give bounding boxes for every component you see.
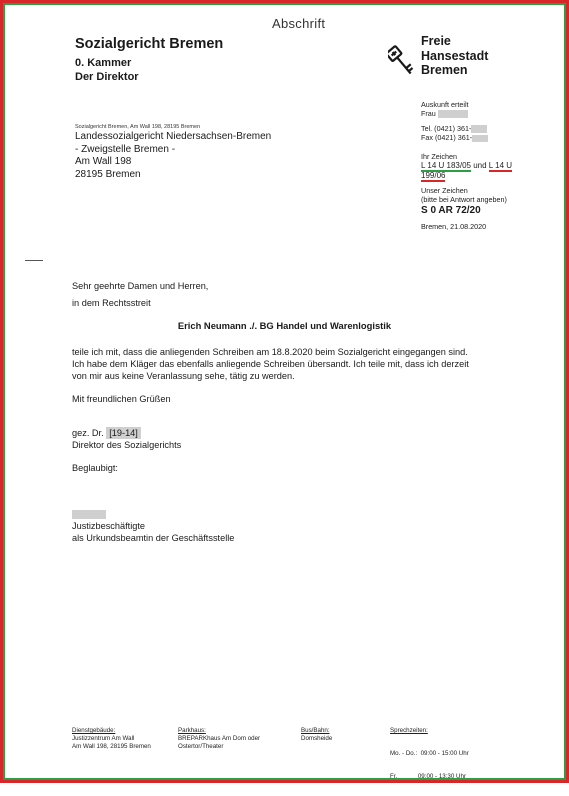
paragraph-line: teile ich mit, dass die anliegenden Schreiben am 18.8.2020 beim Sozialgericht eingegangen sind. <box>72 347 468 357</box>
footer-heading: Parkhaus: <box>178 727 206 734</box>
salutation: Sehr geehrte Damen und Herren, <box>72 281 209 291</box>
footer-heading: Sprechzeiten: <box>390 727 428 734</box>
reference-conjunction: und <box>473 161 487 170</box>
your-reference-line-2 <box>421 171 445 180</box>
address-line: Landessozialgericht Niedersachsen-Bremen <box>75 131 272 142</box>
closing: Mit freundlichen Grüßen <box>72 394 171 404</box>
signature-line <box>72 427 141 439</box>
reference-b-part1: L 14 U <box>488 161 513 170</box>
phone-number: Tel. (0421) 361- <box>421 124 472 133</box>
intro-line: in dem Rechtsstreit <box>72 298 151 308</box>
footer-text <box>390 735 469 796</box>
paragraph-line: von mir aus keine Veranlassung sehe, tätig zu werden. <box>72 371 295 382</box>
paragraph-line: Ich habe dem Kläger das ebenfalls anliegende Schreiben übersandt. Ich teile mit, dass ich derzeit <box>72 359 469 370</box>
address-line: 28195 Bremen <box>75 168 141 180</box>
fold-mark <box>25 260 43 261</box>
footer-line: BREPARKhaus Am Dom oder <box>178 735 261 742</box>
footer-line: Mo. - Do.: 09:00 - 15:00 Uhr <box>390 750 469 758</box>
signature-title: Direktor des Sozialgerichts <box>72 440 182 450</box>
phone-line <box>421 124 487 133</box>
redacted-phone <box>471 125 487 133</box>
court-name: Sozialgericht Bremen <box>75 36 224 52</box>
state-name <box>421 34 488 78</box>
info-label: Auskunft erteilt <box>421 100 469 109</box>
footer-text <box>178 735 260 750</box>
your-reference-line <box>421 161 512 170</box>
signature-prefix: gez. Dr. <box>72 428 104 438</box>
redacted-fax <box>472 135 488 142</box>
info-contact <box>421 109 468 118</box>
reference-b-part2: 199/06 <box>421 171 446 180</box>
recipient-address <box>75 131 271 181</box>
footer-line: Ostertor/Theater <box>178 742 224 750</box>
footer-line: Fr. 09:00 - 13:30 Uhr <box>390 772 467 780</box>
redacted-name <box>438 110 468 118</box>
clerk-line: Justizbeschäftigte <box>72 521 146 531</box>
letter-date: Bremen, 21.08.2020 <box>421 222 487 231</box>
fax-line <box>421 133 488 142</box>
address-line: Am Wall 198 <box>75 156 132 168</box>
case-number: S 0 AR 72/20 <box>421 205 481 216</box>
case-subject: Erich Neumann ./. BG Handel und Warenlogistik <box>177 320 392 331</box>
reference-a: L 14 U 183/05 <box>421 161 471 170</box>
info-name: Frau <box>421 109 436 118</box>
bremen-key-crest-icon <box>388 44 414 80</box>
fax-number: Fax (0421) 361- <box>421 133 473 142</box>
clerk-title <box>72 520 234 544</box>
state-line: Freie <box>421 34 451 48</box>
redacted-clerk-name <box>72 510 106 519</box>
footer-line: Domsheide <box>301 735 333 742</box>
chamber-name: 0. Kammer <box>75 57 132 69</box>
footer-heading: Bus/Bahn: <box>301 727 330 734</box>
state-line: Bremen <box>421 63 468 77</box>
address-line: - Zweigstelle Bremen - <box>75 143 176 155</box>
certified-label: Beglaubigt: <box>72 463 118 473</box>
our-reference-note: (bitte bei Antwort angeben) <box>421 195 507 204</box>
your-reference-label: Ihr Zeichen <box>421 152 457 161</box>
signature-redaction: [19-14] <box>106 427 141 439</box>
state-line: Hansestadt <box>421 48 489 63</box>
footer-heading: Dienstgebäude: <box>72 727 116 734</box>
our-reference-label: Unser Zeichen <box>421 186 468 195</box>
sender-return-line: Sozialgericht Bremen, Am Wall 198, 28195 Bremen <box>75 124 201 130</box>
letter-paragraph <box>72 346 469 383</box>
footer-line: Justizzentrum Am Wall <box>72 735 135 742</box>
copy-stamp: Abschrift <box>272 16 326 31</box>
director-title: Der Direktor <box>75 71 139 83</box>
footer-line: Am Wall 198, 28195 Bremen <box>72 742 151 750</box>
green-page-border <box>3 3 566 780</box>
footer-text <box>301 735 332 743</box>
footer-text <box>72 735 151 750</box>
clerk-line: als Urkundsbeamtin der Geschäftsstelle <box>72 533 235 544</box>
